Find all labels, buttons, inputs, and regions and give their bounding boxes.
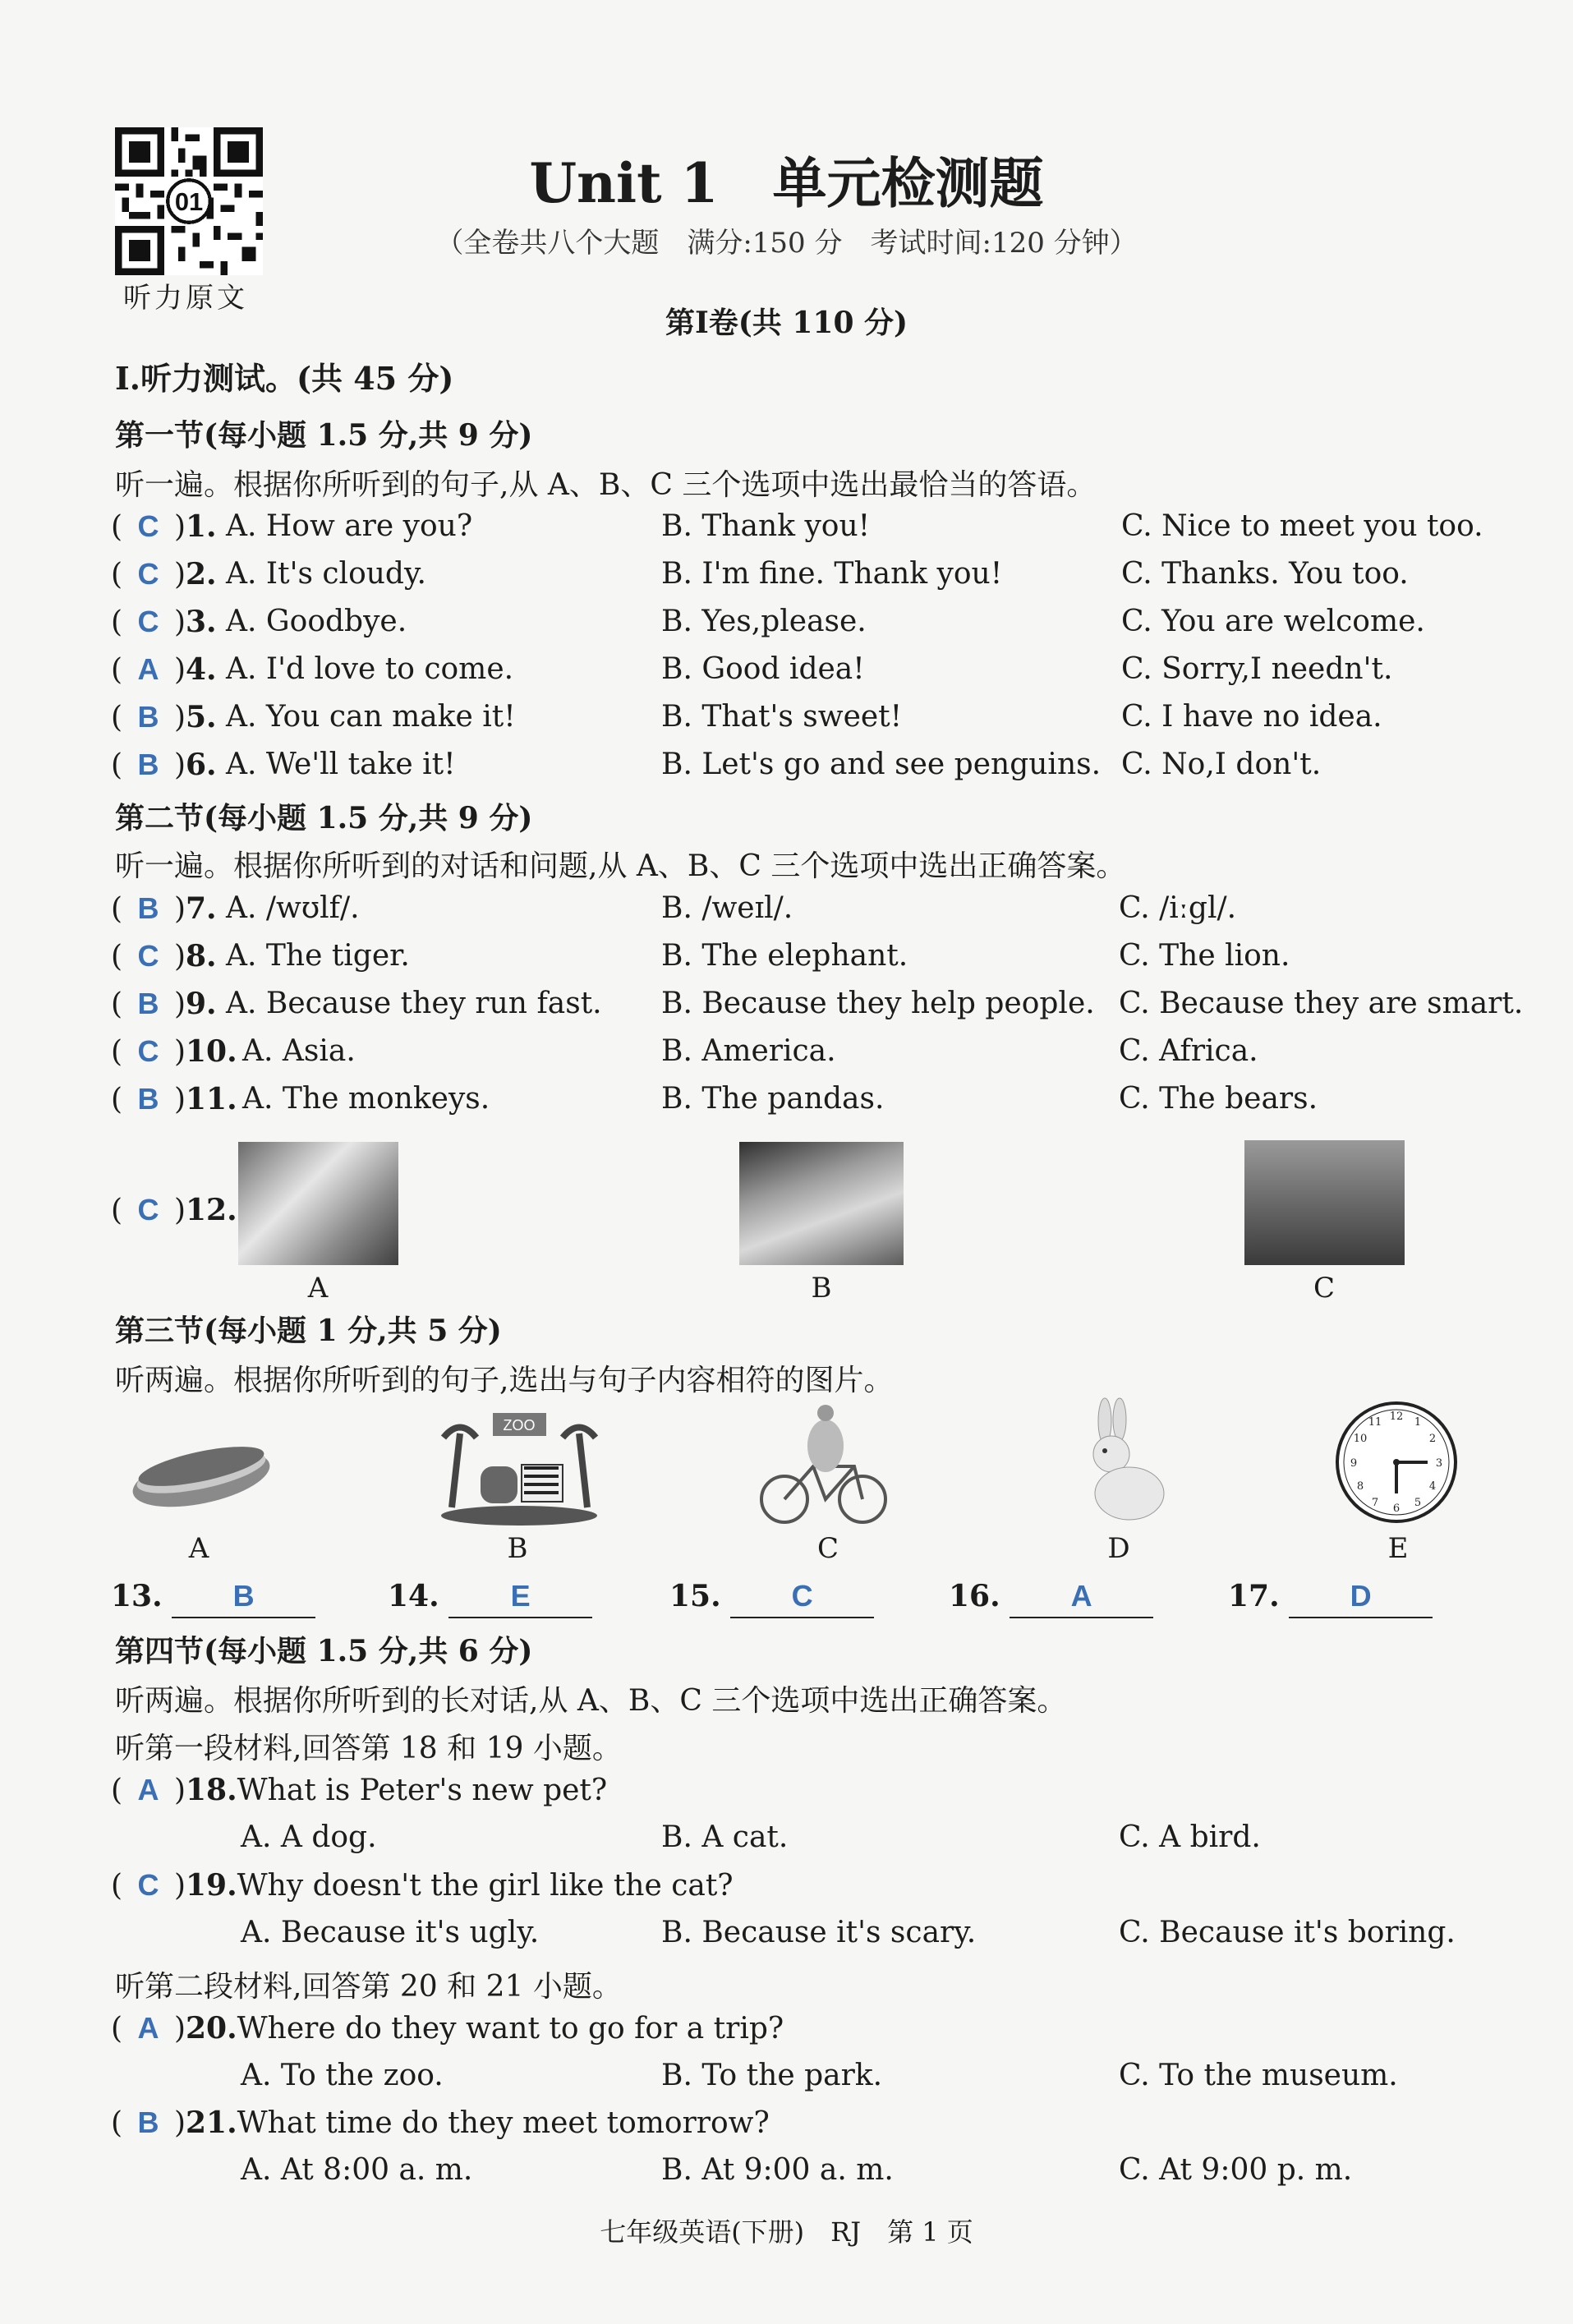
- option-c[interactable]: C. Africa.: [1119, 1034, 1258, 1068]
- s2-header: 第二节(每小题 1.5 分,共 9 分): [115, 801, 533, 835]
- option-a[interactable]: A. Because it's ugly.: [241, 1916, 540, 1949]
- option-b[interactable]: B. To the park.: [661, 2059, 883, 2092]
- question-number: 11.: [186, 1082, 237, 1116]
- s4-header: 第四节(每小题 1.5 分,共 6 分): [115, 1634, 533, 1668]
- answer-mark: B: [137, 891, 159, 925]
- svg-text:4: 4: [1428, 1480, 1437, 1493]
- answer-mark: B: [137, 987, 159, 1020]
- answer-blank-row: [111, 1579, 315, 1618]
- option-a[interactable]: A. /wʊlf/.: [226, 891, 360, 925]
- question-number: 9.: [186, 987, 217, 1021]
- section-heading: Ⅰ.听力测试。(共 45 分): [115, 360, 454, 397]
- answer-mark: A: [137, 2011, 159, 2045]
- option-a[interactable]: A. Asia.: [242, 1034, 356, 1068]
- option-c[interactable]: C. Because they are smart.: [1119, 987, 1524, 1020]
- option-a[interactable]: A. Goodbye.: [226, 605, 407, 638]
- zoo-sign-text: ZOO: [503, 1417, 536, 1434]
- option-c[interactable]: C. To the museum.: [1119, 2059, 1398, 2092]
- question-number: 21.: [186, 2105, 237, 2140]
- option-a[interactable]: A. Because they run fast.: [226, 987, 602, 1020]
- option-c[interactable]: C. Sorry,I needn't.: [1121, 652, 1393, 686]
- picture-reading-children[interactable]: [739, 1142, 904, 1265]
- question-row: ( B )7.: [111, 891, 217, 926]
- svg-text:10: 10: [1353, 1433, 1368, 1445]
- option-a[interactable]: A. It's cloudy.: [226, 557, 426, 591]
- option-c[interactable]: C. I have no idea.: [1121, 700, 1382, 734]
- option-a[interactable]: A. How are you?: [226, 509, 473, 543]
- option-c[interactable]: C. Because it's boring.: [1119, 1916, 1456, 1949]
- question-stem: Where do they want to go for a trip?: [237, 2012, 784, 2046]
- answer-blank[interactable]: A: [1010, 1584, 1153, 1618]
- answer-blank[interactable]: D: [1289, 1584, 1433, 1618]
- answer-blank-row: [1228, 1579, 1433, 1618]
- question-number: 15.: [669, 1579, 721, 1613]
- question-number: 7.: [186, 891, 217, 926]
- svg-text:8: 8: [1356, 1480, 1364, 1493]
- page-title: Unit 1 单元检测题: [529, 151, 1044, 215]
- question-number: 18.: [186, 1773, 237, 1807]
- option-b[interactable]: B. At 9:00 a. m.: [661, 2153, 894, 2187]
- s2-instruction: 听一遍。根据你所听到的对话和问题,从 A、B、C 三个选项中选出正确答案。: [115, 849, 1126, 883]
- option-a[interactable]: A. You can make it!: [226, 700, 516, 734]
- answer-mark: B: [137, 1082, 159, 1116]
- option-a[interactable]: A. We'll take it!: [226, 748, 456, 781]
- svg-text:9: 9: [1350, 1457, 1358, 1470]
- svg-text:3: 3: [1435, 1457, 1443, 1470]
- question-number: 4.: [186, 652, 217, 687]
- option-b[interactable]: B. America.: [661, 1034, 836, 1068]
- question-number: 6.: [186, 748, 217, 782]
- picture-label: A: [188, 1532, 209, 1565]
- svg-text:2: 2: [1428, 1433, 1437, 1445]
- option-c[interactable]: C. You are welcome.: [1121, 605, 1425, 638]
- option-c[interactable]: C. Nice to meet you too.: [1121, 509, 1483, 543]
- picture-label: A: [307, 1272, 329, 1305]
- qr-badge: 01: [174, 187, 204, 217]
- answer-blank-row: [388, 1579, 592, 1618]
- question-row: ( A )18.What is Peter's new pet?: [111, 1773, 608, 1807]
- option-a[interactable]: A. The monkeys.: [242, 1082, 490, 1116]
- option-b[interactable]: B. Because it's scary.: [661, 1916, 977, 1949]
- answer-mark: A: [137, 1773, 159, 1806]
- svg-text:11: 11: [1368, 1416, 1382, 1429]
- picture-label: B: [811, 1272, 832, 1305]
- option-c[interactable]: C. The lion.: [1119, 939, 1290, 973]
- svg-text:12: 12: [1389, 1411, 1404, 1423]
- answer-mark: C: [137, 557, 159, 591]
- answer-blank-row: [949, 1579, 1153, 1618]
- answer-blank-row: [669, 1579, 874, 1618]
- option-b[interactable]: B. /weɪl/.: [661, 891, 793, 925]
- svg-text:7: 7: [1371, 1497, 1379, 1509]
- s3-instruction: 听两遍。根据你所听到的句子,选出与句子内容相符的图片。: [115, 1364, 894, 1397]
- question-row: ( C )2.: [111, 557, 217, 591]
- s4-instruction: 听两遍。根据你所听到的长对话,从 A、B、C 三个选项中选出正确答案。: [115, 1684, 1067, 1718]
- question-row: ( A )20.Where do they want to go for a trip?: [111, 2011, 784, 2046]
- question-number: 17.: [1228, 1579, 1280, 1613]
- answer-mark: A: [137, 652, 159, 686]
- option-b[interactable]: B. The pandas.: [661, 1082, 885, 1116]
- answer-mark: B: [137, 2105, 159, 2139]
- option-b[interactable]: B. That's sweet!: [661, 700, 903, 734]
- qr-label: 听力原文: [123, 282, 248, 315]
- option-b[interactable]: B. Good idea!: [661, 652, 865, 686]
- question-row: ( A )4.: [111, 652, 217, 687]
- question-row: ( C )1.: [111, 509, 217, 544]
- page-footer: 七年级英语(下册) RJ 第 1 页: [600, 2216, 973, 2248]
- option-a[interactable]: A. A dog.: [241, 1820, 377, 1854]
- clock-icon: [1331, 1397, 1462, 1528]
- question-number: 14.: [388, 1579, 439, 1613]
- answer-mark: C: [137, 1868, 159, 1902]
- zoo-icon: [435, 1401, 604, 1528]
- question-stem: Why doesn't the girl like the cat?: [237, 1869, 734, 1903]
- rabbit-icon: [1064, 1397, 1171, 1528]
- option-a[interactable]: A. At 8:00 a. m.: [241, 2153, 473, 2187]
- question-number: 13.: [111, 1579, 163, 1613]
- question-stem: What time do they meet tomorrow?: [237, 2106, 770, 2140]
- svg-text:5: 5: [1414, 1497, 1422, 1509]
- s4-material-1: 听第一段材料,回答第 18 和 19 小题。: [115, 1732, 622, 1765]
- question-row: ( C )10.: [111, 1034, 237, 1069]
- question-12: ( C )12.: [111, 1193, 237, 1227]
- question-row: ( C )19.Why doesn't the girl like the cat?: [111, 1868, 734, 1903]
- option-c[interactable]: C. No,I don't.: [1121, 748, 1322, 781]
- question-number: 16.: [949, 1579, 1000, 1613]
- question-number: 10.: [186, 1034, 237, 1069]
- answer-blank[interactable]: B: [172, 1584, 315, 1618]
- picture-label: B: [507, 1532, 528, 1565]
- answer-blank[interactable]: C: [730, 1584, 874, 1618]
- question-row: ( B )21.What time do they meet tomorrow?: [111, 2105, 770, 2140]
- question-number: 8.: [186, 939, 217, 973]
- picture-chef[interactable]: [238, 1142, 398, 1265]
- answer-mark: C: [137, 1034, 159, 1068]
- option-c[interactable]: C. /iːgl/.: [1119, 891, 1237, 925]
- option-c[interactable]: C. Thanks. You too.: [1121, 557, 1409, 591]
- picture-label: C: [1313, 1272, 1335, 1305]
- answer-mark: C: [137, 605, 159, 638]
- picture-rabbit[interactable]: [1064, 1397, 1171, 1528]
- option-b[interactable]: B. The elephant.: [661, 939, 908, 973]
- option-b[interactable]: B. Let's go and see penguins.: [661, 748, 1102, 781]
- option-c[interactable]: C. At 9:00 p. m.: [1119, 2153, 1353, 2187]
- question-number: 2.: [186, 557, 217, 591]
- answer-mark: C: [137, 939, 159, 973]
- option-a[interactable]: A. The tiger.: [226, 939, 410, 973]
- option-b[interactable]: B. I'm fine. Thank you!: [661, 557, 1003, 591]
- option-b[interactable]: B. Thank you!: [661, 509, 871, 543]
- picture-label: C: [816, 1532, 839, 1565]
- question-number: 3.: [186, 605, 217, 639]
- question-stem: What is Peter's new pet?: [237, 1774, 608, 1807]
- picture-bicycle[interactable]: [756, 1401, 891, 1528]
- question-row: ( B )9.: [111, 987, 217, 1021]
- sandwich-icon: [123, 1421, 279, 1528]
- picture-clock[interactable]: [1331, 1397, 1462, 1528]
- option-c[interactable]: C. A bird.: [1119, 1820, 1261, 1854]
- s3-header: 第三节(每小题 1 分,共 5 分): [115, 1314, 502, 1348]
- question-row: ( B )5.: [111, 700, 217, 734]
- answer-mark: C: [137, 1193, 159, 1226]
- s1-header: 第一节(每小题 1.5 分,共 9 分): [115, 418, 533, 453]
- question-number: 20.: [186, 2011, 237, 2046]
- svg-text:1: 1: [1414, 1416, 1422, 1429]
- question-row: ( C )3.: [111, 605, 217, 639]
- picture-label: D: [1107, 1532, 1130, 1565]
- s1-instruction: 听一遍。根据你所听到的句子,从 A、B、C 三个选项中选出最恰当的答语。: [115, 468, 1097, 502]
- svg-text:6: 6: [1392, 1503, 1401, 1515]
- picture-zoo[interactable]: [435, 1401, 604, 1528]
- question-row: ( C )8.: [111, 939, 217, 973]
- s4-material-2: 听第二段材料,回答第 20 和 21 小题。: [115, 1970, 622, 2004]
- picture-sandwich[interactable]: [123, 1421, 279, 1528]
- page-subtitle: （全卷共八个大题 满分:150 分 考试时间:120 分钟）: [435, 227, 1138, 260]
- question-number: 1.: [186, 509, 217, 544]
- answer-mark: B: [137, 748, 159, 781]
- question-number: 5.: [186, 700, 217, 734]
- answer-mark: B: [137, 700, 159, 734]
- picture-label: E: [1387, 1532, 1409, 1565]
- option-b[interactable]: B. A cat.: [661, 1820, 789, 1854]
- answer-blank[interactable]: E: [448, 1584, 592, 1618]
- option-b[interactable]: B. Yes,please.: [661, 605, 867, 638]
- question-number: 19.: [186, 1868, 237, 1903]
- option-c[interactable]: C. The bears.: [1119, 1082, 1318, 1116]
- part-heading: 第Ⅰ卷(共 110 分): [665, 306, 908, 340]
- option-a[interactable]: A. To the zoo.: [241, 2059, 444, 2092]
- bicycle-icon: [756, 1401, 891, 1528]
- question-number: 12.: [186, 1193, 237, 1227]
- question-row: ( B )6.: [111, 748, 217, 782]
- question-row: ( B )11.: [111, 1082, 237, 1116]
- option-a[interactable]: A. I'd love to come.: [226, 652, 514, 686]
- option-b[interactable]: B. Because they help people.: [661, 987, 1095, 1020]
- answer-mark: C: [137, 509, 159, 543]
- picture-birds-field[interactable]: [1244, 1140, 1405, 1265]
